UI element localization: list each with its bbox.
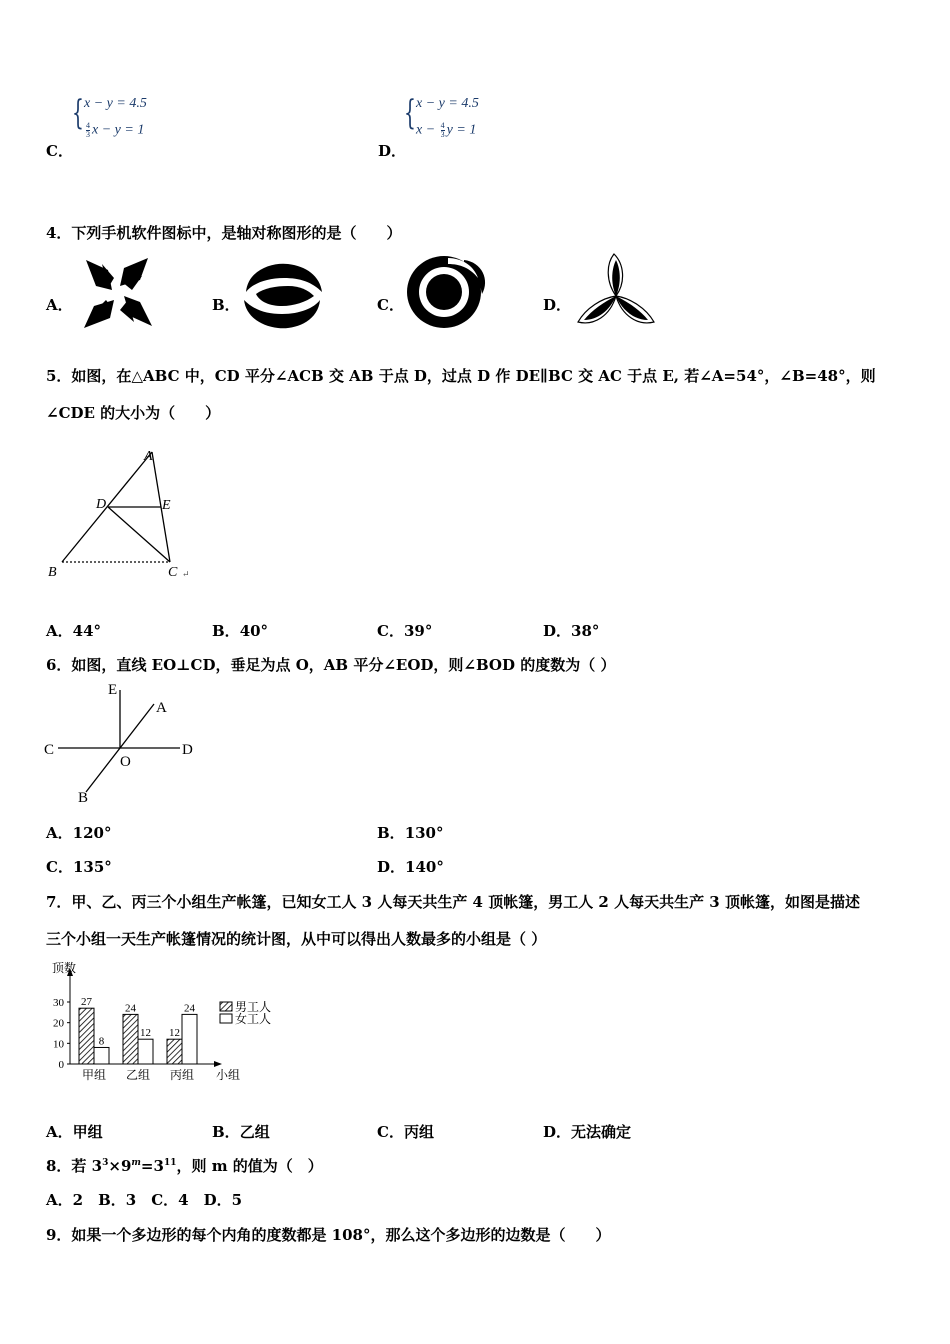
q5-option-a: A．44° — [46, 622, 102, 640]
label-c: C — [168, 565, 178, 580]
bar-value-label: 12 — [169, 1027, 180, 1040]
bar — [94, 1047, 109, 1064]
equation-line — [84, 122, 144, 139]
label-e: E — [108, 682, 118, 698]
fraction-numerator: 4 — [86, 121, 90, 130]
q5-option-c: C．39° — [377, 622, 433, 640]
bar-value-label: 27 — [81, 996, 92, 1009]
x-tick-label: 甲组 — [81, 1068, 107, 1082]
y-tick-label: 20 — [53, 1017, 64, 1030]
bar — [79, 1008, 94, 1064]
bar-value-label: 8 — [98, 1035, 105, 1048]
perpendicular-lines-figure — [40, 680, 200, 808]
q7-option-c: C．丙组 — [377, 1123, 434, 1141]
brace-icon: { — [72, 93, 84, 133]
label-a: A — [156, 700, 167, 716]
option-letter: C． — [46, 142, 73, 160]
q4-option-b-letter: B． — [212, 296, 240, 314]
q5-option-d: D．38° — [543, 622, 600, 640]
q6-stem: 6．如图，直线 EO⊥CD，垂足为点 O，AB 平分∠EOD，则∠BOD 的度数为（ ） — [46, 656, 616, 674]
equation-text: x − — [416, 122, 439, 138]
brace-icon: { — [404, 93, 416, 133]
legend-swatch — [220, 1002, 232, 1011]
q5-stem-line2: ∠CDE 的大小为（ ） — [46, 404, 221, 422]
triangle-figure — [44, 444, 214, 584]
bar-value-label: 24 — [184, 1002, 195, 1015]
legend-swatch — [220, 1014, 232, 1023]
q7-stem-line1: 7．甲、乙、丙三个小组生产帐篷，已知女工人 3 人每天共生产 4 顶帐篷，男工人 2 人每天共生产 3 顶帐篷，如图是描述 — [46, 893, 860, 911]
q6-option-b: B．130° — [377, 824, 444, 842]
q6-option-c: C．135° — [46, 858, 112, 876]
return-mark-icon: ↵ — [182, 569, 190, 579]
q4-stem: 4．下列手机软件图标中，是轴对称图形的是（ ） — [46, 224, 402, 242]
q8-options: A．2 B．3 C．4 D．5 — [46, 1191, 243, 1209]
equation-line: x − y = 4.5 — [416, 96, 479, 111]
fraction-denominator: 3 — [86, 130, 90, 139]
q6-option-a: A．120° — [46, 824, 112, 842]
y-tick-label: 10 — [53, 1038, 64, 1051]
q9-stem: 9．如果一个多边形的每个内角的度数都是 108°，那么这个多边形的边数是（ ） — [46, 1226, 611, 1244]
q4-option-d-letter: D． — [543, 296, 572, 314]
q7-stem-line2: 三个小组一天生产帐篷情况的统计图，从中可以得出人数最多的小组是（ ） — [46, 930, 547, 948]
label-b: B — [48, 565, 57, 580]
x-tick-label: 丙组 — [169, 1068, 195, 1082]
label-e: E — [162, 498, 171, 513]
label-c: C — [44, 742, 55, 758]
q7-option-d: D．无法确定 — [543, 1123, 632, 1141]
q4-option-c-letter: C． — [377, 296, 404, 314]
label-d: D — [182, 742, 193, 758]
q5-option-b: B．40° — [212, 622, 269, 640]
bar — [138, 1039, 153, 1064]
bar — [167, 1039, 182, 1064]
label-b: B — [78, 790, 89, 806]
three-petal-icon — [572, 252, 660, 332]
q8-stem: 8．若 $3^3\times 9^m=3^{11}$，则 m 的值为（ ） — [46, 1157, 323, 1175]
bar-value-label: 12 — [140, 1027, 151, 1040]
legend-label: 男工人 — [235, 1000, 272, 1014]
x-tick-label: 乙组 — [125, 1068, 151, 1082]
equation-line — [416, 122, 476, 139]
ring-target-icon — [404, 252, 490, 332]
legend-label: 女工人 — [235, 1012, 272, 1026]
q5-stem-line1: 5．如图，在△ABC 中，CD 平分∠ACB 交 AB 于点 D，过点 D 作 DE∥BC 交 AC 于点 E, 若∠A=54°，∠B=48°，则 — [46, 367, 876, 385]
bar — [182, 1014, 197, 1064]
four-star-icon — [78, 256, 156, 332]
split-ellipse-icon — [242, 262, 324, 330]
bar-chart — [40, 958, 290, 1086]
label-o: O — [120, 754, 131, 770]
x-axis-label: 小组 — [216, 1068, 241, 1082]
equation-line: x − y = 4.5 — [84, 96, 147, 111]
equation-text: x − y = 1 — [92, 122, 145, 138]
y-axis-label: 顶数 — [52, 961, 77, 975]
label-a: A — [144, 449, 153, 464]
label-d: D — [96, 497, 107, 512]
fraction-denominator: 3 — [440, 130, 445, 139]
y-tick-label: 30 — [53, 997, 64, 1009]
bar — [123, 1014, 138, 1064]
q4-option-a-letter: A． — [46, 296, 73, 314]
option-letter: D． — [378, 142, 407, 160]
q6-option-d: D．140° — [377, 858, 444, 876]
q7-option-b: B．乙组 — [212, 1123, 270, 1141]
y-tick-label: 0 — [58, 1059, 64, 1071]
bar-value-label: 24 — [125, 1002, 136, 1015]
fraction-numerator: 4 — [440, 121, 445, 130]
equation-text: y = 1 — [446, 122, 477, 138]
x-axis-arrow-icon — [214, 1061, 222, 1067]
q7-option-a: A．甲组 — [46, 1123, 103, 1141]
